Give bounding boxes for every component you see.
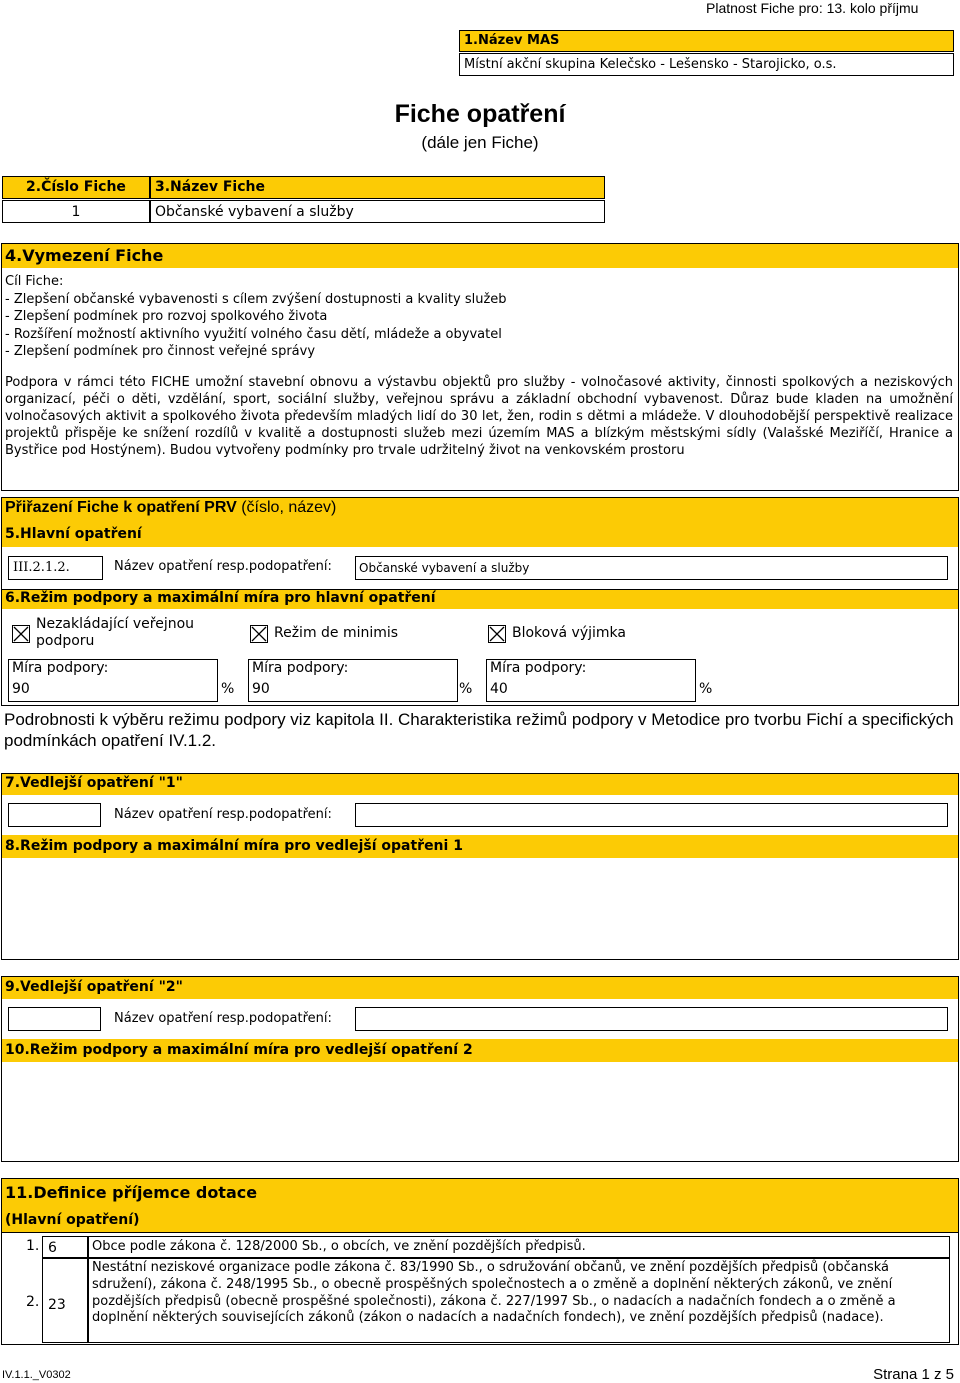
- fiche-number-value: 1: [2, 200, 150, 223]
- mas-label: 1.Název MAS: [459, 30, 954, 52]
- side2-label: 9.Vedlejší opatření "2": [5, 979, 183, 995]
- validity-note: Platnost Fiche pro: 13. kolo příjmu: [706, 0, 919, 16]
- recipients-sublabel: (Hlavní opatření): [5, 1212, 140, 1228]
- fiche-name-label: 3.Název Fiche: [150, 176, 605, 199]
- side2-sub-label: Název opatření resp.podopatření:: [114, 1011, 332, 1026]
- side1-name-input[interactable]: [355, 803, 948, 827]
- block-exemption-rate[interactable]: 40: [490, 681, 508, 697]
- non-state-aid-unit: %: [221, 681, 235, 697]
- prv-heading-rest: (číslo, název): [236, 499, 337, 516]
- recipients-label: 11.Definice příjemce dotace: [5, 1183, 258, 1202]
- de-minimis-label: Režim de minimis: [274, 625, 399, 641]
- side2-regime-label: 10.Režim podpory a maximální míra pro vedlejší opatření 2: [5, 1042, 473, 1058]
- mas-value: Místní akční skupina Kelečsko - Lešensko - Starojicko, o.s.: [459, 53, 954, 76]
- recipient-row-code: 23: [42, 1258, 88, 1343]
- regime-main-label: 6.Režim podpory a maximální míra pro hlavní opatření: [5, 590, 436, 606]
- page-title: Fiche opatření: [394, 100, 566, 128]
- prv-heading-bold: Přiřazení Fiche k opatření PRV: [5, 499, 237, 516]
- de-minimis-unit: %: [459, 681, 473, 697]
- main-measure-name: Občanské vybavení a služby: [355, 556, 948, 580]
- footer-code: IV.1.1._V0302: [2, 1369, 71, 1381]
- side2-name-input[interactable]: [355, 1007, 948, 1031]
- vymezeni-goals: Cíl Fiche: - Zlepšení občanské vybavenosti s cílem zvýšení dostupnosti a kvality služeb - Zlepšení podmínek pro rozvoj spolkového života - Rozšíření možností aktivního využití volného času dětí, mládeže a obyvatel - Zlepšení podmínek pro činnost veřejné správy: [5, 274, 507, 359]
- recipient-row-num: 1.: [26, 1238, 40, 1254]
- main-measure-code: III.2.1.2.: [8, 556, 103, 580]
- side1-regime-body: [2, 858, 958, 959]
- block-exemption-unit: %: [699, 681, 713, 697]
- side2-regime-body: [2, 1062, 958, 1161]
- non-state-aid-rate-label: Míra podpory:: [12, 660, 109, 676]
- de-minimis-rate-label: Míra podpory:: [252, 660, 349, 676]
- recipient-row-text: Nestátní neziskové organizace podle zákona č. 83/1990 Sb., o sdružování občanů, ve znění pozdějších předpisů (občanská sdružení), zákona č. 248/1995 Sb., o obecně prospěšných společnostech a o změně a doplnění některých zákonů, ve znění pozdějších předpisů (obecně prospěšné společnosti), zákona č. 227/1997 Sb., o nadacích a nadačních fondech a o změně a doplnění některých souvisejících zákonů (zákon o nadacích a nadačních fondech), ve znění pozdějších předpisů (nadace).: [88, 1258, 950, 1343]
- side1-sub-label: Název opatření resp.podopatření:: [114, 807, 332, 822]
- side1-code-input[interactable]: [8, 803, 101, 827]
- regime-main-frame: [1, 589, 959, 706]
- page-subtitle: (dále jen Fiche): [421, 133, 539, 152]
- recipient-row-num: 2.: [26, 1294, 40, 1310]
- prv-heading: [5, 499, 336, 517]
- side1-regime-label: 8.Režim podpory a maximální míra pro vedlejší opatřeni 1: [5, 838, 463, 854]
- main-measure-sub-label: Název opatření resp.podopatření:: [114, 559, 332, 574]
- main-measure-label: 5.Hlavní opatření: [5, 526, 142, 542]
- fiche-number-label: 2.Číslo Fiche: [2, 176, 150, 199]
- fiche-name-value: Občanské vybavení a služby: [150, 200, 605, 223]
- regime-note: Podrobnosti k výběru režimu podpory viz kapitola II. Charakteristika režimů podpory v Metodice pro tvorbu Fichí a specifických podmínkách opatření IV.1.2.: [4, 710, 954, 750]
- block-exemption-rate-label: Míra podpory:: [490, 660, 587, 676]
- recipient-row-code: 6: [42, 1236, 88, 1258]
- page-number: Strana 1 z 5: [873, 1366, 954, 1383]
- vymezeni-label: 4.Vymezení Fiche: [5, 246, 164, 265]
- vymezeni-support: Podpora v rámci této FICHE umožní stavební obnovu a výstavbu objektů pro služby - volnočasové aktivity, činnosti spolkových a neziskových organizací, péči o děti, vzdělání, sport, sociální služby, veřejnou správu a základní obchodní vybavenost. Důraz bude kladen na umožnění volnočasových aktivit a spolkového života především mladých lidí do 30 let, žen, rodin s dětmi a mládeže. V dlouhodobější perspektivě realizace projektů přispěje ke snížení rozdílů v kvalitě a dostupnosti služeb mezi územím MAS a blízkým městskými sídly (Valašské Meziříčí, Hranice a Bystřice pod Hostýnem). Budou vytvořeny podmínky pro trvale udržitelný život na venkovském prostoru: [5, 375, 953, 458]
- block-exemption-label: Bloková výjimka: [512, 625, 626, 641]
- recipient-row-text: Obce podle zákona č. 128/2000 Sb., o obcích, ve znění pozdějších předpisů.: [88, 1236, 950, 1258]
- non-state-aid-rate[interactable]: 90: [12, 681, 30, 697]
- side1-label: 7.Vedlejší opatření "1": [5, 775, 183, 791]
- non-state-aid-label: Nezakládající veřejnou podporu: [36, 616, 195, 649]
- de-minimis-rate[interactable]: 90: [252, 681, 270, 697]
- side2-code-input[interactable]: [8, 1007, 101, 1031]
